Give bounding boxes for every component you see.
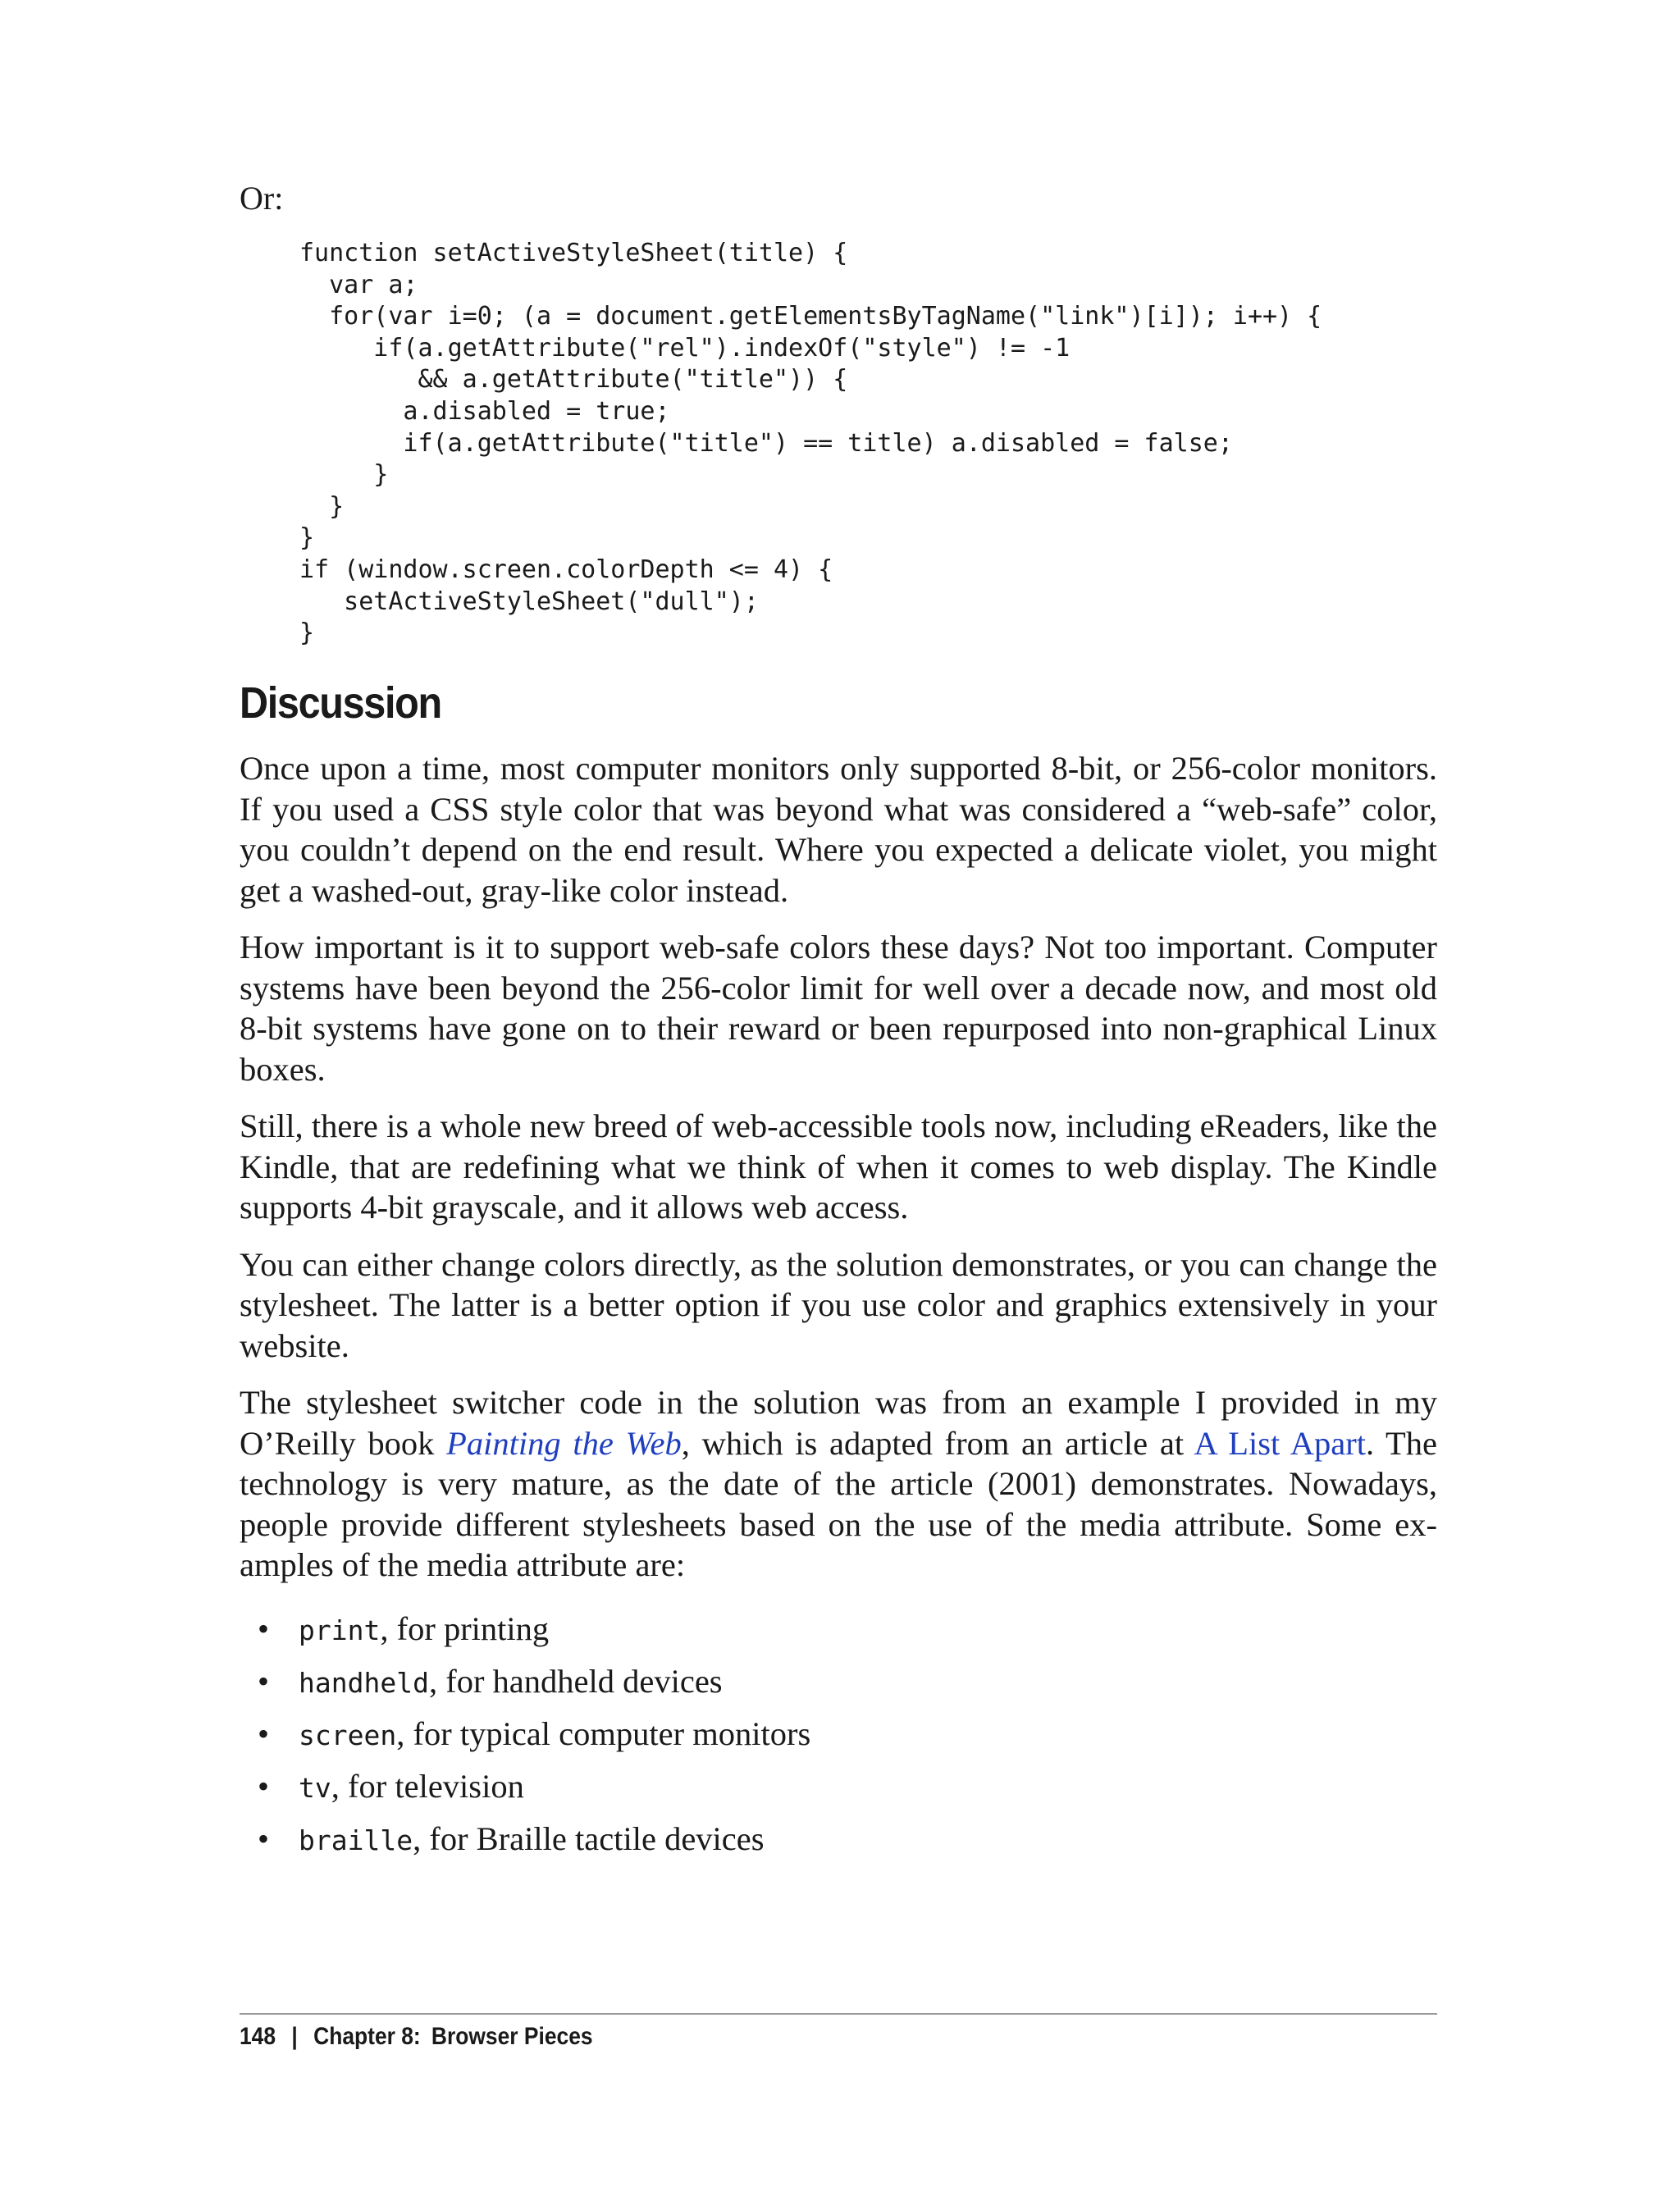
bullet-icon: • (258, 1609, 270, 1647)
media-term: braille (299, 1824, 413, 1856)
list-item (240, 1814, 1437, 1866)
bullet-icon: • (258, 1662, 270, 1700)
list-item (240, 1709, 1437, 1761)
paragraph: Still, there is a whole new breed of web-accessible tools now, including eReaders, like the Kindle, that are redefining what we think of when it comes to web display. The Kindle supports 4-bit grayscale, and it allows web access. (240, 1107, 1437, 1226)
code-line: } (299, 460, 389, 490)
paragraph: You can either change colors directly, as the solution demonstrates, or you can change the stylesheet. The latter is a better option if you use color and graphics extensively in your website. (240, 1245, 1437, 1364)
code-line: } (299, 619, 315, 648)
paragraph: Once upon a time, most computer monitors only supported 8-bit, or 256-color monitors. If you used a CSS style color that was beyond what was considered a “web-safe” color, you couldn’t depend on the end result. Where you expected a delicate violet, you might get a washed-out, gray-like color instead. (240, 750, 1437, 909)
code-line: } (299, 491, 345, 521)
code-line: for(var i=0; (a = document.getElementsByTagName("link")[i]); i++) { (299, 302, 1322, 331)
code-line: var a; (299, 270, 418, 299)
code-line: a.disabled = true; (299, 396, 670, 426)
code-line: if (window.screen.colorDepth <= 4) { (299, 555, 833, 584)
paragraph-text: The stylesheet switcher code in the solution was from an example I provided in my O’Reilly book (240, 1384, 1437, 1462)
code-line: if(a.getAttribute("rel").indexOf("style") != -1 (299, 333, 1071, 363)
code-listing (299, 238, 1322, 650)
chapter-title: Chapter 8: Browser Pieces (313, 2023, 593, 2050)
media-term: screen (299, 1719, 397, 1751)
bullet-icon: • (258, 1714, 270, 1752)
media-description: , for Braille tactile devices (413, 1819, 765, 1857)
a-list-apart-link[interactable]: A List Apart (1194, 1424, 1366, 1462)
code-line: if(a.getAttribute("title") == title) a.disabled = false; (299, 428, 1233, 458)
media-attribute-list (240, 1604, 1437, 1866)
bullet-icon: • (258, 1819, 270, 1857)
intro-label: Or: (240, 180, 284, 217)
list-item (240, 1604, 1437, 1656)
media-term: handheld (299, 1666, 429, 1699)
book-title-link[interactable]: Painting the Web (446, 1424, 682, 1462)
paragraph: How important is it to support web-safe colors these days? Not too important. Computer systems have been beyond the 256-color limit for well over a decade now, and most old 8-bit systems have gone on to their reward or been repurposed into non-graphical Linux boxes. (240, 929, 1437, 1088)
media-description: , for printing (380, 1609, 550, 1647)
footer-separator: | (291, 2023, 298, 2050)
media-term: tv (299, 1771, 331, 1804)
paragraph-text: . The technology is very mature, as the date of the article (2001) demonstrates. Nowadays, people provide different stylesheets based on the use of the media attribute. Some examples of the media attribute are: (240, 1424, 1438, 1583)
bullet-icon: • (258, 1767, 270, 1805)
list-item (240, 1656, 1437, 1709)
paragraph-text: , which is adapted from an article at (681, 1424, 1194, 1462)
code-line: setActiveStyleSheet("dull"); (299, 587, 759, 616)
media-description: , for television (331, 1767, 524, 1805)
footer-divider (240, 2013, 1437, 2015)
code-line: && a.getAttribute("title")) { (299, 365, 848, 395)
section-heading: Discussion (240, 678, 441, 728)
code-line: } (299, 523, 315, 553)
page-number: 148 (240, 2023, 276, 2050)
media-description: , for typical computer monitors (396, 1714, 811, 1752)
code-line: function setActiveStyleSheet(title) { (299, 239, 848, 267)
discussion-body (240, 748, 1437, 1866)
media-term: print (299, 1614, 381, 1646)
list-item (240, 1761, 1437, 1814)
media-description: , for handheld devices (428, 1662, 723, 1700)
paragraph (240, 1382, 1437, 1586)
page-footer (240, 2023, 593, 2051)
